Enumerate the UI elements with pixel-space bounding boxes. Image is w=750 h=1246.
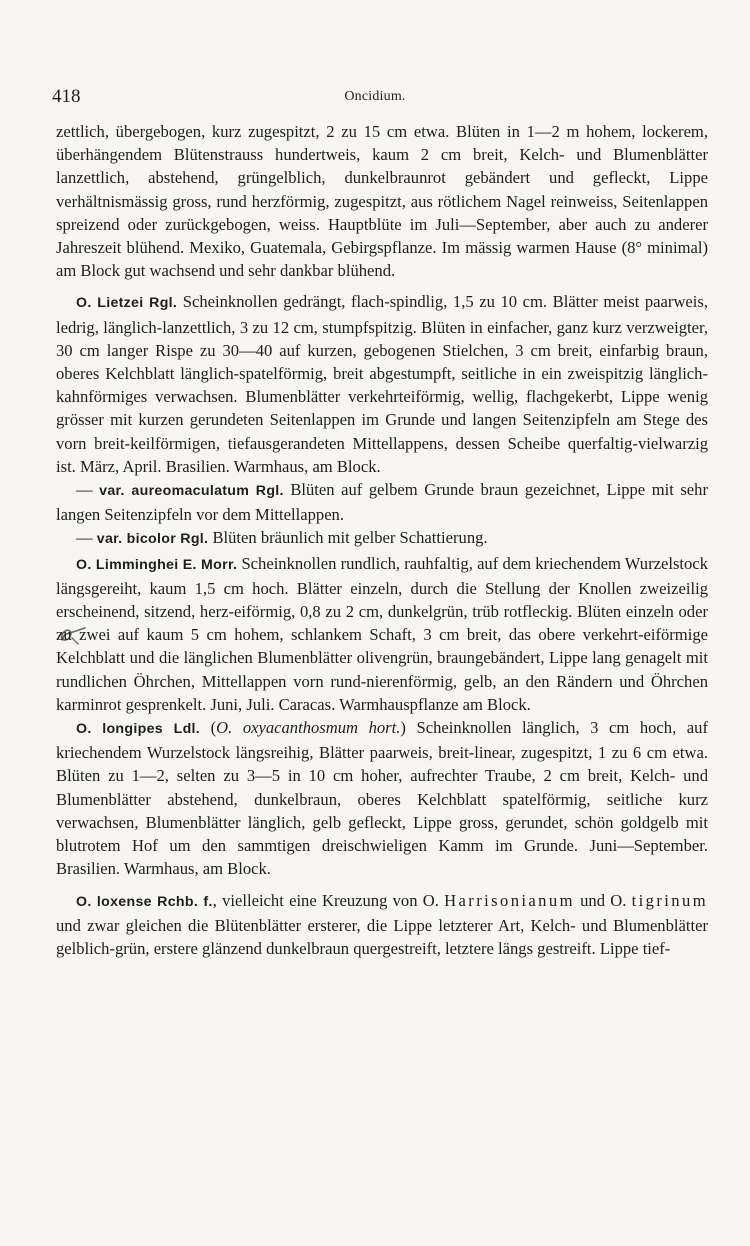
spaced-name: tigrinum	[631, 890, 708, 910]
entry-text: Scheinknollen länglich, 3 cm hoch, auf kriechendem Wurzelstock längsreihig, Blätter paarweis, breit-linear, zugespitzt, 1 zu 6 cm etwa. Blüten zu 1—2, selten zu 3—5 in 10 cm hoher, aufrechter Traube, 2 cm breit, Kelch- und Blumenblätter abstehend, dunkelbraun, oberes Kelchblatt spatelförmig, seitliche kurz verwachsen, Blumenblätter länglich, gelb gefleckt, Lippe gross, gerundet, schön goldgelb mit blutrotem Hof um den sammtigen dreischwieligen Kamm im Grunde. Juni—September. Brasilien. Warmhaus, am Block.	[56, 718, 708, 879]
paren-open: (	[200, 718, 217, 738]
running-title: Oncidium.	[344, 89, 406, 104]
paren-close: )	[400, 718, 406, 738]
spaced-name: Harrisonianum	[444, 890, 575, 910]
body-text	[56, 120, 708, 960]
variety-name: var. bicolor Rgl.	[96, 531, 209, 548]
entry-var-aureomaculatum	[56, 478, 708, 526]
species-name: O. loxense Rchb. f.	[76, 893, 213, 910]
page-number: 418	[52, 86, 81, 107]
entry-text: Scheinknollen gedrängt, flach-spindlig, 1,5 zu 10 cm. Blätter meist paarweis, ledrig, länglich-lanzettlich, 3 zu 12 cm, stumpfspitzig. Blüten in einfacher, ganz kurz verzweigter, 30 cm langer Rispe zu 30—40 auf kurzen, gebogenen Stielchen, 3 cm breit, einfarbig braun, oberes Kelchblatt länglich-spatelförmig, breit abgestumpft, seitliche in ein zweispitzig länglich-kahnförmiges verwachsen. Blumenblätter verkehrteiförmig, wellig, flachgekerbt, Lippe wenig grösser mit kurzen gerundeten Seitenlappen im Grunde und langen Seitenzipfeln am Stege des vorn breit-keilförmigen, tiefausgerandeten Mittellappens, dessen Scheibe querfaltig-vielwarzig ist. März, April. Brasilien. Warmhaus, am Block.	[56, 292, 709, 476]
page-header	[52, 86, 698, 112]
entry-o-lietzei	[56, 290, 708, 478]
synonym: O. oxyacanthosmum hort.	[216, 718, 401, 738]
entry-text: , vielleicht eine Kreuzung von O.	[212, 890, 445, 910]
species-name: O. Lietzei Rgl.	[76, 295, 178, 312]
dash: —	[76, 528, 97, 548]
dash: —	[76, 480, 100, 500]
paragraph-continuation: zettlich, übergebogen, kurz zugespitzt, 2 zu 15 cm etwa. Blüten in 1—2 m hohem, lockerem, überhängendem Blütenstrauss hundertweis, kaum 2 cm breit, Kelch- und Blumenblätter lanzettlich, abstehend, grüngelblich, dunkelbraunrot gebändert und gefleckt, Lippe verhältnismässig gross, rund herzförmig, zugespitzt, aus rötlichem Nagel reinweiss, Seitenlappen spreizend oder zurückgebogen, weiss. Hauptblüte im Juli—September, aber auch zu anderer Jahreszeit blühend. Mexiko, Guatemala, Gebirgspflanze. Im mässig warmen Hause (8° minimal) am Block gut wachsend und sehr dankbar blühend.	[56, 122, 708, 281]
entry-o-loxense	[56, 889, 708, 961]
entry-text: und O.	[574, 890, 632, 910]
entry-text: Blüten bräunlich mit gelber Schattierung.	[208, 528, 488, 548]
species-name: O. Limminghei E. Morr.	[76, 556, 238, 573]
entry-text: Scheinknollen rundlich, rauhfaltig, auf dem kriechendem Wurzelstock längsgereiht, kaum 1,5 cm hoch. Blätter einzeln, durch die Stellung der Knollen zweizeilig erscheinend, sitzend, herz-eiförmig, 0,8 zu 2 cm, dunkelgrün, trüb rotfleckig. Blüten einzeln oder zu zwei auf kaum 5 cm hohem, schlankem Schaft, 3 cm breit, das obere verkehrt-eiförmige Kelchblatt und die länglichen Blumenblätter olivengrün, braungebändert, Lippe lang genagelt mit rundlichen Öhrchen, Mittellappen vorn rund-nierenförmig, gelb, an den Rändern und Öhrchen karminrot gesprenkelt. Juni, Juli. Caracas. Warmhauspflanze am Block.	[56, 553, 708, 714]
entry-var-bicolor	[56, 526, 708, 551]
entry-text: und zwar gleichen die Blütenblätter ersterer, die Lippe letzterer Art, Kelch- und Blumenblätter gelblich-grün, erstere glänzend dunkelbraun quergestreift, letztere längs gestreift. Lippe tief-	[56, 915, 708, 958]
entry-o-limminghei	[56, 552, 708, 716]
entry-text: Blüten auf gelbem Grunde braun gezeichnet, Lippe mit sehr langen Seitenzipfeln vor dem Mittellappen.	[56, 480, 708, 525]
variety-name: var. aureomaculatum Rgl.	[99, 483, 284, 500]
entry-o-longipes	[56, 716, 708, 880]
species-name: O. longipes Ldl.	[76, 721, 201, 738]
